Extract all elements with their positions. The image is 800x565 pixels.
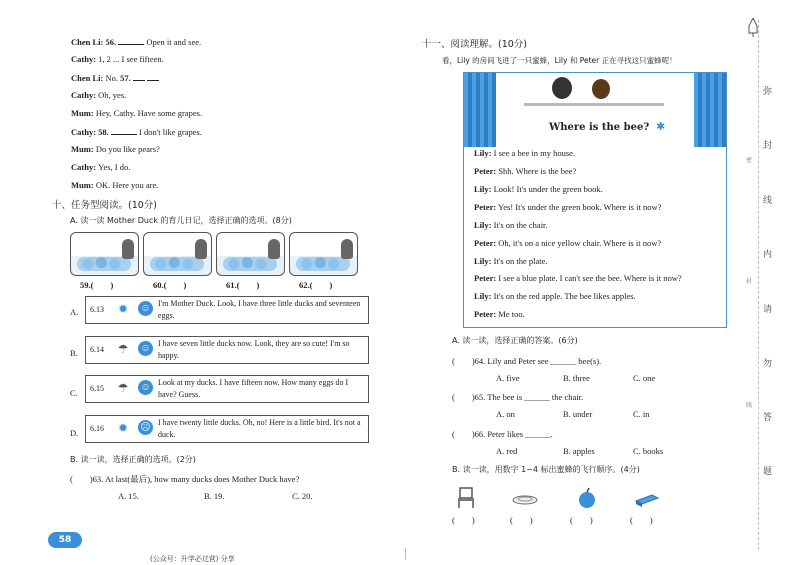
duck-picture-1: [70, 232, 139, 276]
seal-line: [758, 20, 759, 550]
mother-duck-icon: [195, 239, 207, 259]
seal-char: 勿: [763, 359, 773, 369]
speaker: Chen Li: [71, 37, 101, 47]
diary-entry-c: [85, 375, 369, 403]
question-number: 58.: [98, 127, 109, 137]
diary-text: Look at my ducks. I have fifteen now. How many eggs do I have? Guess.: [158, 378, 349, 399]
left-curtain: [464, 73, 496, 147]
question-number: 57.: [120, 73, 131, 83]
diary-letter: C.: [70, 388, 78, 398]
dialogue-text: No.: [105, 73, 121, 83]
sun-icon: ✹: [117, 421, 129, 435]
option-c[interactable]: C. books: [633, 446, 664, 456]
duck-picture-2: [143, 232, 212, 276]
option-c[interactable]: C. one: [633, 373, 656, 383]
dialogue-line: Mum: Hey, Cathy. Have some grapes.: [71, 108, 203, 118]
dialogue-text: Yes, I do.: [98, 162, 131, 172]
dialogue-line-57: Chen Li: No. 57.: [71, 72, 159, 83]
story-line: Peter: Yes! It's under the green book. Where is it now?: [474, 202, 662, 212]
seal-char: 答: [763, 413, 773, 423]
seal-mark: 封: [746, 278, 753, 285]
diary-letter: D.: [70, 428, 79, 438]
sun-icon: ✹: [117, 302, 129, 316]
story-line: Peter: Oh, it's on a nice yellow chair. Where is it now?: [474, 238, 662, 248]
diary-text: I have seven little ducks now. Look, they are so cute! I'm so happy.: [158, 339, 350, 360]
option-b[interactable]: B. under: [563, 409, 593, 419]
story-line: Lily: It's on the chair.: [474, 220, 548, 230]
dialogue-line: Cathy: 1, 2 ... I see fifteen.: [71, 54, 164, 64]
story-line: Lily: Look! It's under the green book.: [474, 184, 603, 194]
question-number: 56.: [105, 37, 117, 47]
story-line: Peter: I see a blue plate. I can't see the bee. Where is it now?: [474, 273, 682, 283]
smile-face-icon: ☺: [138, 380, 153, 395]
diary-entry-a: [85, 296, 369, 324]
window-sill: [524, 103, 664, 106]
page-number-badge: [48, 532, 82, 548]
page-number: 58: [58, 535, 72, 545]
duck-picture-3: [216, 232, 285, 276]
speaker: Cathy: [71, 90, 94, 100]
speaker: Cathy: [71, 127, 94, 137]
story-line: Peter: Shh. Where is the bee?: [474, 166, 577, 176]
order-blank-plate[interactable]: ( ): [510, 515, 533, 525]
mother-duck-icon: [122, 239, 134, 259]
dialogue-line: Mum: Do you like pears?: [71, 144, 160, 154]
seal-char: 题: [763, 467, 773, 477]
dialogue-line: Cathy: Yes, I do.: [71, 162, 131, 172]
option-a[interactable]: A. red: [496, 446, 518, 456]
answer-slot-62[interactable]: 62.( ): [299, 280, 333, 290]
option-a[interactable]: A. on: [496, 409, 515, 419]
question-63: ( )63. At last(最后), how many ducks does Mother Duck have?: [70, 474, 300, 484]
dialogue-text: OK. Here you are.: [95, 180, 159, 190]
option-c[interactable]: C. in: [633, 409, 650, 419]
story-line: Lily: I see a bee in my house.: [474, 148, 576, 158]
seal-mark: 密: [746, 157, 753, 164]
mother-duck-icon: [341, 239, 353, 259]
story-title: Where is the bee?: [549, 122, 650, 133]
diary-letter: A.: [70, 307, 79, 317]
dialogue-text: Open it and see.: [144, 37, 202, 47]
answer-blank[interactable]: [133, 72, 145, 81]
dialogue-line: Mum: OK. Here you are.: [71, 180, 159, 190]
part-b-instruction-right: B. 读一读，用数字 1~4 标出蜜蜂的飞行顺序。(4分): [452, 465, 640, 474]
smile-face-icon: ☺: [138, 341, 153, 356]
dialogue-line-56: Chen Li: 56. Open it and see.: [71, 37, 202, 47]
option-a[interactable]: A. five: [496, 373, 520, 383]
dialogue-text: 1, 2 ... I see fifteen.: [98, 54, 164, 64]
plate-icon: [512, 487, 538, 509]
option-c[interactable]: C. 20.: [292, 491, 313, 501]
option-a[interactable]: A. 15.: [118, 491, 140, 501]
answer-blank[interactable]: [111, 126, 137, 135]
option-b[interactable]: B. 19.: [204, 491, 225, 501]
seal-char: 封: [763, 141, 773, 151]
rain-icon: ☂: [117, 381, 129, 395]
diary-text: I have twenty little ducks. Oh, no! Here is a little bird. It's not a duck.: [158, 418, 361, 439]
dialogue-line-58: Cathy: 58. I don't like grapes.: [71, 127, 202, 137]
seal-char: 请: [763, 305, 773, 315]
lily-figure: [552, 77, 572, 99]
section-10-title: 十、任务型阅读。(10分): [52, 200, 158, 211]
speaker: Cathy: [71, 54, 94, 64]
duck-picture-4: [289, 232, 358, 276]
mother-duck-icon: [268, 239, 280, 259]
diary-date: 6.13: [90, 305, 104, 314]
story-line: Lily: It's on the plate.: [474, 256, 548, 266]
answer-blank[interactable]: [118, 36, 144, 45]
speaker: Mum: [71, 108, 91, 118]
order-blank-chair[interactable]: ( ): [452, 515, 475, 525]
apple-icon: [574, 487, 600, 509]
dialogue-text: Hey, Cathy. Have some grapes.: [95, 108, 203, 118]
seal-char: 弥: [763, 87, 773, 97]
rocket-icon: [748, 18, 758, 38]
diary-date: 6.14: [90, 345, 104, 354]
rain-icon: ☂: [117, 342, 129, 356]
peter-figure: [592, 79, 610, 99]
order-blank-book[interactable]: ( ): [630, 515, 653, 525]
dialogue-text: Do you like pears?: [95, 144, 160, 154]
diary-entry-d: [85, 415, 369, 443]
question-64: ( )64. Lily and Peter see ______ bee(s).: [452, 356, 602, 366]
seal-char: 内: [763, 250, 773, 260]
chair-icon: [454, 487, 480, 509]
dialogue-text: I don't like grapes.: [136, 127, 202, 137]
dialogue-line: Cathy: Oh, yes.: [71, 90, 127, 100]
bee-icon: ✱: [656, 121, 666, 133]
option-b[interactable]: B. apples: [563, 446, 595, 456]
speaker: Chen Li: [71, 73, 101, 83]
smile-face-icon: ☺: [138, 301, 153, 316]
part-a-instruction-right: A. 读一读，选择正确的答案。(6分): [452, 336, 578, 345]
answer-slot-61[interactable]: 61.( ): [226, 280, 260, 290]
footer-text: (公众号：升学必过营) 分享: [150, 555, 235, 563]
speaker: Mum: [71, 180, 91, 190]
speaker: Mum: [71, 144, 91, 154]
diary-date: 6.16: [90, 424, 104, 433]
speaker: Cathy: [71, 162, 94, 172]
question-66: ( )66. Peter likes ______.: [452, 429, 553, 439]
question-65: ( )65. The bee is ______ the chair.: [452, 392, 584, 402]
diary-letter: B.: [70, 348, 78, 358]
answer-slot-59[interactable]: 59.( ): [80, 280, 114, 290]
page-fold: [405, 548, 406, 560]
dialogue-text: Oh, yes.: [98, 90, 127, 100]
worried-face-icon: ☹: [138, 420, 153, 435]
answer-blank[interactable]: [147, 72, 159, 81]
option-b[interactable]: B. three: [563, 373, 590, 383]
story-line: Lily: It's on the red apple. The bee likes apples.: [474, 291, 636, 301]
seal-mark: 线: [746, 402, 753, 409]
diary-entry-b: [85, 336, 369, 364]
book-icon: [634, 487, 660, 509]
section-11-title: 十一、阅读理解。(10分): [422, 39, 528, 50]
seal-char: 线: [763, 196, 773, 206]
part-a-instruction: A. 读一读 Mother Duck 的育儿日记，选择正确的选项。(8分): [70, 216, 292, 225]
order-blank-apple[interactable]: ( ): [570, 515, 593, 525]
diary-text: I'm Mother Duck. Look, I have three little ducks and seventeen eggs.: [158, 299, 361, 320]
answer-slot-60[interactable]: 60.( ): [153, 280, 187, 290]
right-curtain: [694, 73, 726, 147]
diary-date: 6.15: [90, 384, 104, 393]
story-intro: 看，Lily 的房间飞进了一只蜜蜂，Lily 和 Peter 正在寻找这只蜜蜂呢！: [442, 56, 677, 65]
story-line: Peter: Me too.: [474, 309, 525, 319]
part-b-instruction: B. 读一读，选择正确的选项。(2分): [70, 455, 196, 464]
story-panel: [463, 72, 727, 328]
